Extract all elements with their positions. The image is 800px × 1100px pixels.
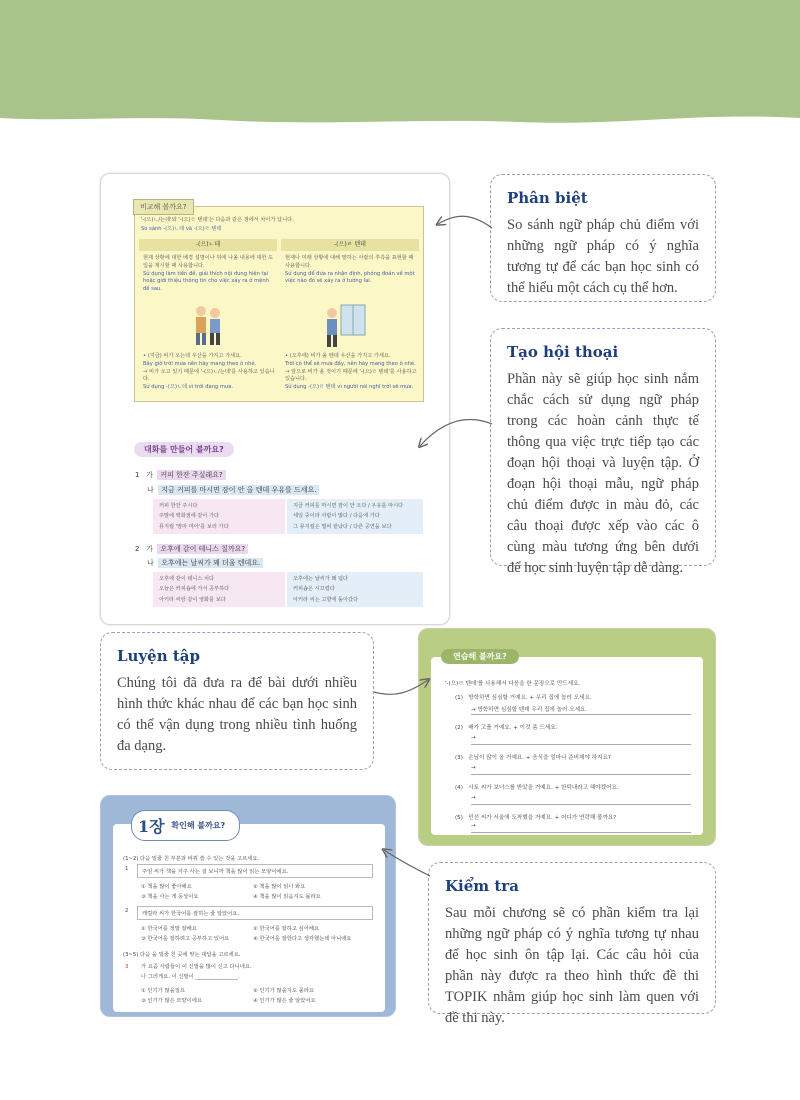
- practice-item-3: (3) 손님이 많이 올 거예요. + 음식을 얼마나 준비해야 하지요?: [455, 755, 611, 761]
- practice-sheet: [431, 657, 703, 835]
- practice-answer-1: → 방학하면 심심할 텐데 우리 집에 놀러 오세요.: [471, 707, 588, 713]
- callout-test-body: Sau mỗi chương sẽ có phần kiểm tra lại những ngữ pháp có ý nghĩa tương tự nhau để học sinh ôn tập lại. Các câu hỏi của phần này được ra theo hình thức đề thi TOPIK nhằm giúp học sinh làm quen với đề thi này.: [445, 905, 699, 1027]
- practice-answer-3: →: [471, 765, 476, 771]
- compare-col1-head: -(으)ㄴ데: [139, 239, 277, 251]
- quiz-q1-opt1: ① 책을 많이 좋아해요: [141, 884, 192, 890]
- header-band: [0, 0, 800, 140]
- dialogue-1-grid-left: 커피 한잔 주시다 주말에 백화점에 같이 가다 뮤지컬 '맘마 미아'를 보러 가다: [153, 499, 285, 534]
- quiz-q1-box: 주임 씨가 책을 자주 사는 걸 보니까 책을 많이 읽는 모양이에요.: [137, 864, 373, 878]
- compare-col2-example: • (오후에) 비가 올 텐데 우산을 가지고 가세요. Trời có thể sẽ mưa đấy, nên hãy mang theo ô nhé. → 앞으로 비가 올 것이기 때문에 '-(으)ㄹ 텐데'를 사용하고 있습니다. Sử dụng -(으)ㄹ 텐데 vì người nói nghĩ trời sẽ mưa.: [285, 353, 417, 391]
- quiz-sheet: [113, 824, 385, 1012]
- dialogue-1-grid-right: 지금 커피를 마시면 잠이 안 오다 / 우유를 마시다 세일 중이라 사람이 많다 / 다음에 가다 그 뮤지컬은 벌써 끝났다 / 다른 공연을 보다: [287, 499, 423, 534]
- compare-dialogue-card: [100, 173, 450, 625]
- callout-dialogue: [490, 328, 716, 577]
- quiz-q1-opt3: ③ 책을 사는 게 동상이요: [141, 894, 199, 900]
- practice-card: [418, 628, 716, 846]
- dialogue-2-grid-right: 오후에는 날씨가 꽤 덥다 커피숍은 시끄럽다 아키라 씨는 고향에 돌아갔다: [287, 572, 423, 607]
- practice-answer-5: →: [471, 823, 476, 829]
- quiz-q1-number: 1: [125, 866, 129, 872]
- dialogue-2-question: 2 가 오후에 같이 테니스 칠까요?: [135, 544, 248, 554]
- callout-test-title: Kiểm tra: [445, 877, 519, 895]
- figure-window-illustration: [321, 303, 367, 349]
- quiz-q3-ga: 가 요즘 사람들이 이 신발을 많이 신고 다니네요.: [141, 964, 252, 970]
- compare-box: [134, 203, 424, 402]
- dialogue-2-grid-left: 오후에 같이 테니스 치다 오늘은 커피숍에 가서 공부하다 아키라 씨랑 같이 영화를 보다: [153, 572, 285, 607]
- dialogue-1-question: 1 가 커피 한잔 주실래요?: [135, 470, 226, 480]
- compare-col1-example: • (지금) 비가 오는데 우산을 가지고 가세요. Bây giờ trời mưa nên hãy mang theo ô nhé. → 비가 오고 있기 때문에 '-(으)ㄴ/는데'를 사용하고 있습니다. Sử dụng -(으)ㄴ데 vì trời đang mưa.: [143, 353, 275, 391]
- practice-instruction: '-(으)ㄹ 텐데'를 사용해서 다음을 한 문장으로 만드세요.: [445, 681, 581, 687]
- callout-practice-title: Luyện tập: [117, 647, 200, 665]
- quiz-q3-number: 3: [125, 964, 129, 970]
- compare-col2-text: 현재나 미래 상황에 대해 말하는 사람의 추측을 표현할 때 사용합니다. Sử dụng để đưa ra nhận định, phỏng đoán về một việc nào đó sẽ xảy ra ở tương lai.: [285, 255, 415, 285]
- quiz-q3-opt1: ① 인기가 많을걸요: [141, 988, 185, 994]
- quiz-tag-label: 확인해 볼까요?: [171, 821, 226, 830]
- compare-intro: '-(으)ㄴ/는데'와 '-(으)ㄹ 텐데'는 다음과 같은 점에서 차이가 납니다.: [141, 217, 294, 223]
- callout-compare: [490, 174, 716, 302]
- compare-col2-head: -(으)ㄹ 텐데: [281, 239, 419, 251]
- compare-tab: 비교해 볼까요?: [133, 199, 194, 215]
- practice-item-4: (4) 사토 씨가 보너스를 받았을 거예요. + 한턱내라고 해야겠어요.: [455, 785, 619, 791]
- practice-tag: 연습해 볼까요?: [441, 649, 519, 664]
- practice-answer-4: →: [471, 795, 476, 801]
- dialogue-1-answer: 나 지금 커피를 마시면 잠이 안 올 텐데 우유를 드세요.: [147, 485, 319, 495]
- practice-item-5: (5) 민선 씨가 서울에 도착했을 거예요. + 어디가 연락해 볼까요?: [455, 815, 617, 821]
- quiz-q3-opt4: ④ 인기가 많은 줄 알았어요: [253, 998, 316, 1004]
- quiz-q2-box: 캐럴라 씨가 한국어를 잘하는 줄 알았어요.: [137, 906, 373, 920]
- quiz-chapter-number: 1장: [138, 817, 165, 836]
- quiz-q2-number: 2: [125, 908, 129, 914]
- quiz-instruction-2: (3~5) 다음 을 밑줄 친 곳에 맞는 대답을 고르세요.: [123, 952, 241, 958]
- practice-answer-2: →: [471, 735, 476, 741]
- callout-practice: [100, 632, 374, 770]
- quiz-q2-opt2: ② 한국어를 잘하고 싶어해요: [253, 926, 320, 932]
- dialogue-tag: 대화를 만들어 볼까요?: [134, 442, 234, 457]
- dialogue-2-answer: 나 오후에는 날씨가 꽤 더울 텐데요.: [147, 558, 263, 568]
- compare-col1-text: 현재 상황에 대한 배경 설명이나 뒤에 나올 내용에 대한 도입을 제시할 때 사용합니다. Sử dụng làm tiền đề, giải thích nội dung hiện tại hoặc giới thiệu thông tin cho việc xảy ra ở mệnh đề sau.: [143, 255, 274, 293]
- callout-dialogue-body: Phần này sẽ giúp học sinh nắm chắc cách sử dụng ngữ pháp trong các hoàn cảnh thực tế thông qua việc trực tiếp tạo các đoạn hội thoại và luyện tập. Ở đoạn hội thoại mẫu, ngữ pháp chủ điểm được in màu đỏ, các câu thoại được xếp vào các ô cùng màu tương ứng bên dưới để học sinh luyện tập dễ dàng.: [507, 371, 699, 577]
- quiz-q1-opt4: ④ 책을 많이 읽음지도 몰라요: [253, 894, 321, 900]
- quiz-q2-opt4: ④ 한국어를 잘한다고 생각했는데 아니에요: [253, 936, 352, 942]
- quiz-q3-opt2: ② 인기가 많을지도 몰라요: [253, 988, 314, 994]
- quiz-q3-opt3: ③ 인기가 많은 모양이에요: [141, 998, 202, 1004]
- quiz-tag: [131, 810, 240, 841]
- practice-item-1: (1) 방학하면 심심할 거예요. + 우리 집에 놀러 오세요.: [455, 695, 592, 701]
- callout-dialogue-title: Tạo hội thoại: [507, 343, 619, 361]
- quiz-q1-opt2: ② 책을 많이 읽나 봐요: [253, 884, 306, 890]
- quiz-instruction-1: (1~2) 다음 밑줄 친 부분과 바꿔 쓸 수 있는 것을 고르세요.: [123, 856, 260, 862]
- callout-compare-body: So sánh ngữ pháp chủ điểm với những ngữ pháp có ý nghĩa tương tự để các bạn học sinh có thể hiểu một cách cụ thể hơn.: [507, 217, 699, 297]
- callout-test: [428, 862, 716, 1027]
- callout-practice-body: Chúng tôi đã đưa ra để bài dưới nhiều hình thức khác nhau để các bạn học sinh có thể vận dụng trong nhiều tình huống đa dạng.: [117, 675, 357, 755]
- practice-item-2: (2) 배가 고플 거예요. + 이것 좀 드세요.: [455, 725, 558, 731]
- quiz-q2-opt3: ③ 한국어를 잘하려고 공부하고 있어요: [141, 936, 230, 942]
- quiz-q3-na: 나 그러게요. 이 신발이 ________________.: [141, 974, 240, 980]
- compare-intro-vi: So sánh -(으)ㄴ데 và -(으)ㄹ 텐데: [141, 226, 222, 232]
- quiz-card: [100, 795, 396, 1017]
- quiz-q2-opt1: ① 한국어를 정말 잘해요: [141, 926, 197, 932]
- figure-umbrella-illustration: [187, 303, 227, 349]
- callout-compare-title: Phân biệt: [507, 189, 588, 207]
